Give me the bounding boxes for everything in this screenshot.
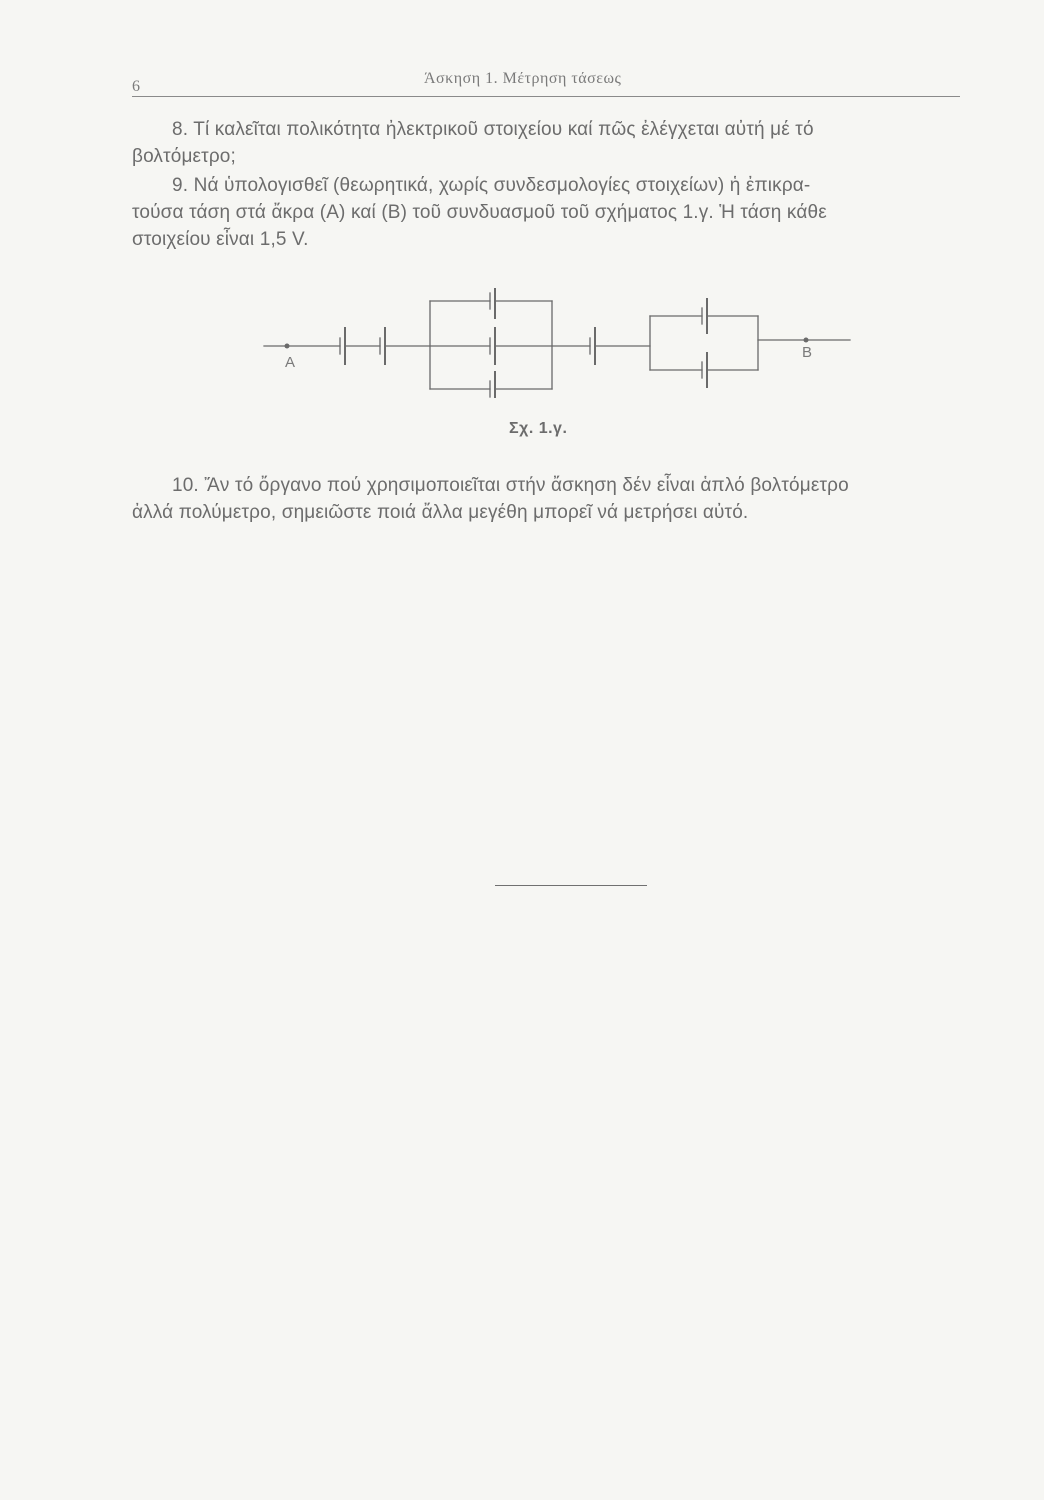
question-8-line-1: 8. Τί καλεῖται πολικότητα ἠλεκτρικοῦ στοιχείου καί πῶς ἐλέγχεται αὐτή μέ τό: [172, 119, 814, 140]
question-10: [132, 472, 968, 526]
page-number: 6: [132, 78, 140, 95]
question-9-line-3: στοιχείου εἶναι 1,5 V.: [132, 229, 309, 250]
running-header: [132, 70, 960, 96]
question-9-line-1: 9. Νά ὑπολογισθεῖ (θεωρητικά, χωρίς συνδεσμολογίες στοιχείων) ἡ ἐπικρα-: [172, 175, 811, 196]
running-title: Άσκηση 1. Μέτρηση τάσεως: [424, 70, 622, 87]
section-end-rule: [495, 885, 647, 886]
question-8: [132, 116, 968, 170]
question-9: [132, 172, 968, 253]
circuit-schematic: [262, 288, 862, 398]
terminal-a-dot: [285, 344, 290, 349]
question-10-line-1: 10. Ἄν τό ὄργανο πού χρησιμοποιεῖται στήν ἄσκηση δέν εἶναι ἁπλό βολτόμετρο: [172, 475, 849, 496]
circuit-diagram: [262, 288, 862, 398]
question-8-line-2: βολτόμετρο;: [132, 146, 236, 167]
question-9-line-2: τούσα τάση στά ἄκρα (Α) καί (Β) τοῦ συνδυασμοῦ τοῦ σχήματος 1.γ. Ἡ τάση κάθε: [132, 202, 827, 223]
header-rule: [132, 96, 960, 97]
figure-caption: Σχ. 1.γ.: [509, 420, 568, 437]
question-10-line-2: ἀλλά πολύμετρο, σημειῶστε ποιά ἄλλα μεγέθη μπορεῖ νά μετρήσει αὐτό.: [132, 502, 749, 523]
terminal-b-label: Β: [802, 344, 813, 361]
terminal-a-label: Α: [285, 354, 296, 371]
terminal-b-dot: [804, 338, 809, 343]
